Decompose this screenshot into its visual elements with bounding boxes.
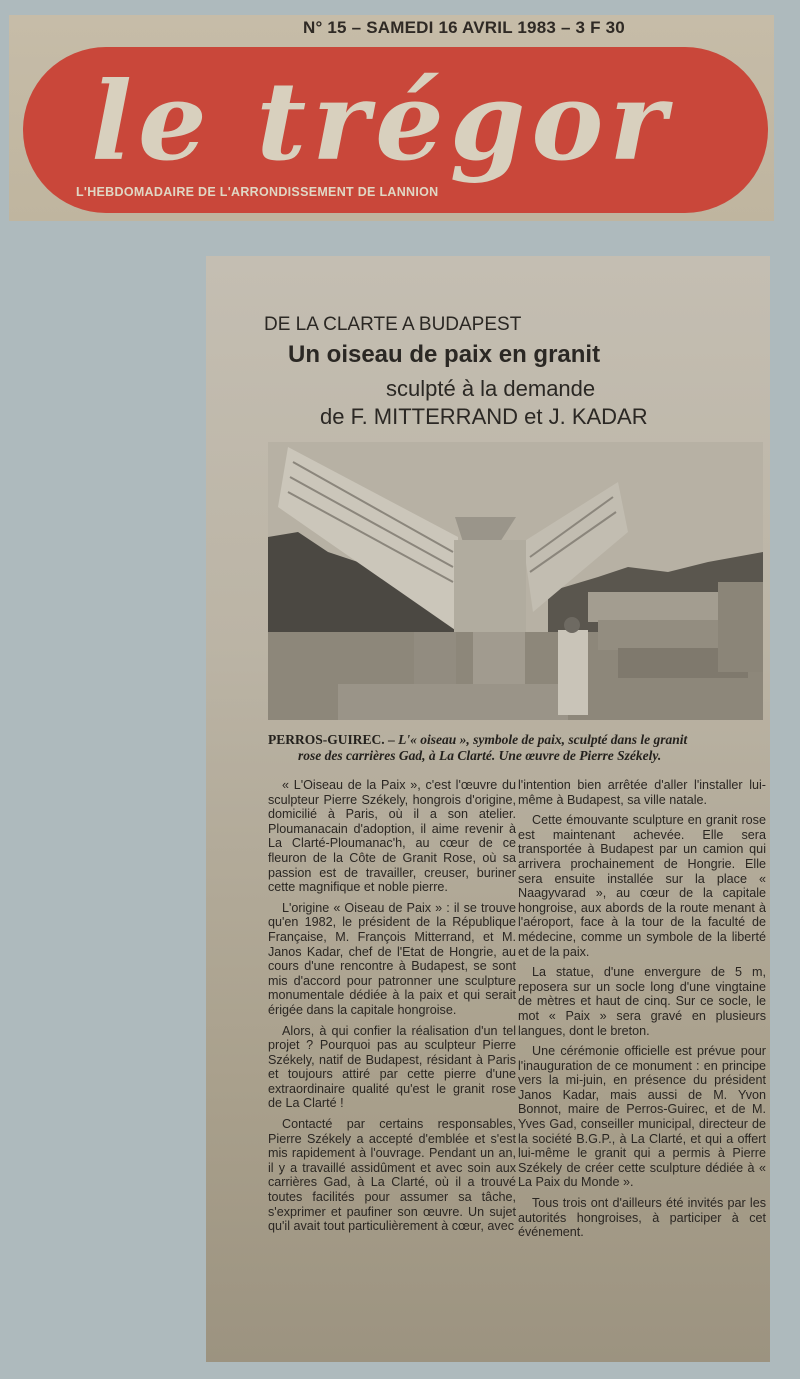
article-column-right: [518, 778, 766, 1246]
newspaper-logo: le trégor: [91, 59, 673, 185]
article-subhead-line1: sculpté à la demande: [386, 376, 596, 401]
caption-place: PERROS-GUIREC. –: [268, 732, 395, 747]
sculpture-photo: [268, 442, 763, 720]
paragraph: « L'Oiseau de la Paix », c'est l'œuvre du sculpteur Pierre Székely, hongrois d'origine, domicilié à Paris, où il a son atelier. Ploumanacain d'adoption, il aime revenir à La Clarté-Ploumanac'h, au cœur de ce fleuron de la Côte de Granit Rose, où sa passion est de travailler, creuser, buriner cette magnifique et noble pierre.: [268, 778, 516, 895]
paragraph: Contacté par certains responsables, Pierre Székely a accepté d'emblée et s'est mis rapidement à l'ouvrage. Pendant un an, il y a travaillé assidûment et avec soin aux carrières Gad, à La Clarté, où il a trouvé toutes facilités pour assumer sa tâche, s'exprimer et paufiner son œuvre. Un sujet qu'il avait tout particulièrement à cœur, avec: [268, 1117, 516, 1234]
caption-text-line2: rose des carrières Gad, à La Clarté. Une œuvre de Pierre Székely.: [298, 748, 662, 763]
paragraph: Une cérémonie officielle est prévue pour l'inauguration de ce monument : en principe vers la mi-juin, en présence du président Janos Kadar, mais aussi de M. Yvon Bonnot, maire de Perros-Guirec, et de M. Yves Gad, conseiller municipal, directeur de la société B.G.P., à La Clarté, et qui a offert lui-même le granit qui a permis à Pierre Székely de créer cette sculpture dédiée à « La Paix du Monde ».: [518, 1044, 766, 1190]
masthead-tagline: L'HEBDOMADAIRE DE L'ARRONDISSEMENT DE LANNION: [76, 185, 439, 199]
newspaper-masthead: [9, 15, 774, 221]
sculpture-photo-image: [268, 442, 763, 720]
photo-caption: [268, 732, 768, 764]
article-headline: Un oiseau de paix en granit: [288, 341, 601, 368]
paragraph: Tous trois ont d'ailleurs été invités par les autorités hongroises, à participer à cet événement.: [518, 1196, 766, 1240]
article-clipping: [206, 256, 770, 1362]
article-kicker: DE LA CLARTE A BUDAPEST: [264, 314, 522, 335]
paragraph: Alors, à qui confier la réalisation d'un tel projet ? Pourquoi pas au sculpteur Pierre Székely, natif de Budapest, résidant à Paris et toujours attiré par cette pierre d'une extraordinaire qualité qu'est le granit rose de La Clarté !: [268, 1023, 516, 1111]
paragraph: L'origine « Oiseau de Paix » : il se trouve qu'en 1982, le président de la République Française, M. François Mitterrand, et M. Janos Kadar, chef de l'Etat de Hongrie, au cours d'une rencontre à Budapest, se sont mis d'accord pour patronner une sculpture monumentale dédiée à la paix et qui serait érigée dans la capitale hongroise.: [268, 900, 516, 1017]
paragraph: La statue, d'une envergure de 5 m, reposera sur un socle long d'une vingtaine de mètres et haut de cinq. Sur ce socle, le mot « Paix » sera gravé en plusieurs langues, dont le breton.: [518, 965, 766, 1038]
issue-line: N° 15 – SAMEDI 16 AVRIL 1983 – 3 F 30: [303, 18, 625, 37]
article-subhead-line2: de F. MITTERRAND et J. KADAR: [320, 404, 648, 429]
paragraph: Cette émouvante sculpture en granit rose est maintenant achevée. Elle sera transportée à Budapest par un camion qui arrivera prochainement de Hongrie. Elle sera ensuite installée sur la place « Naagyvarad », au cœur de la capitale hongroise, aux abords de la route menant à l'aéroport, face à la tour de la faculté de médecine, comme un symbole de la liberté et de la paix.: [518, 813, 766, 959]
caption-text-line1: L'« oiseau », symbole de paix, sculpté dans le granit: [398, 732, 688, 747]
masthead-logo-banner: [23, 47, 768, 213]
article-column-left: [268, 778, 516, 1240]
paragraph: l'intention bien arrêtée d'aller l'installer lui-même à Budapest, sa ville natale.: [518, 778, 766, 807]
